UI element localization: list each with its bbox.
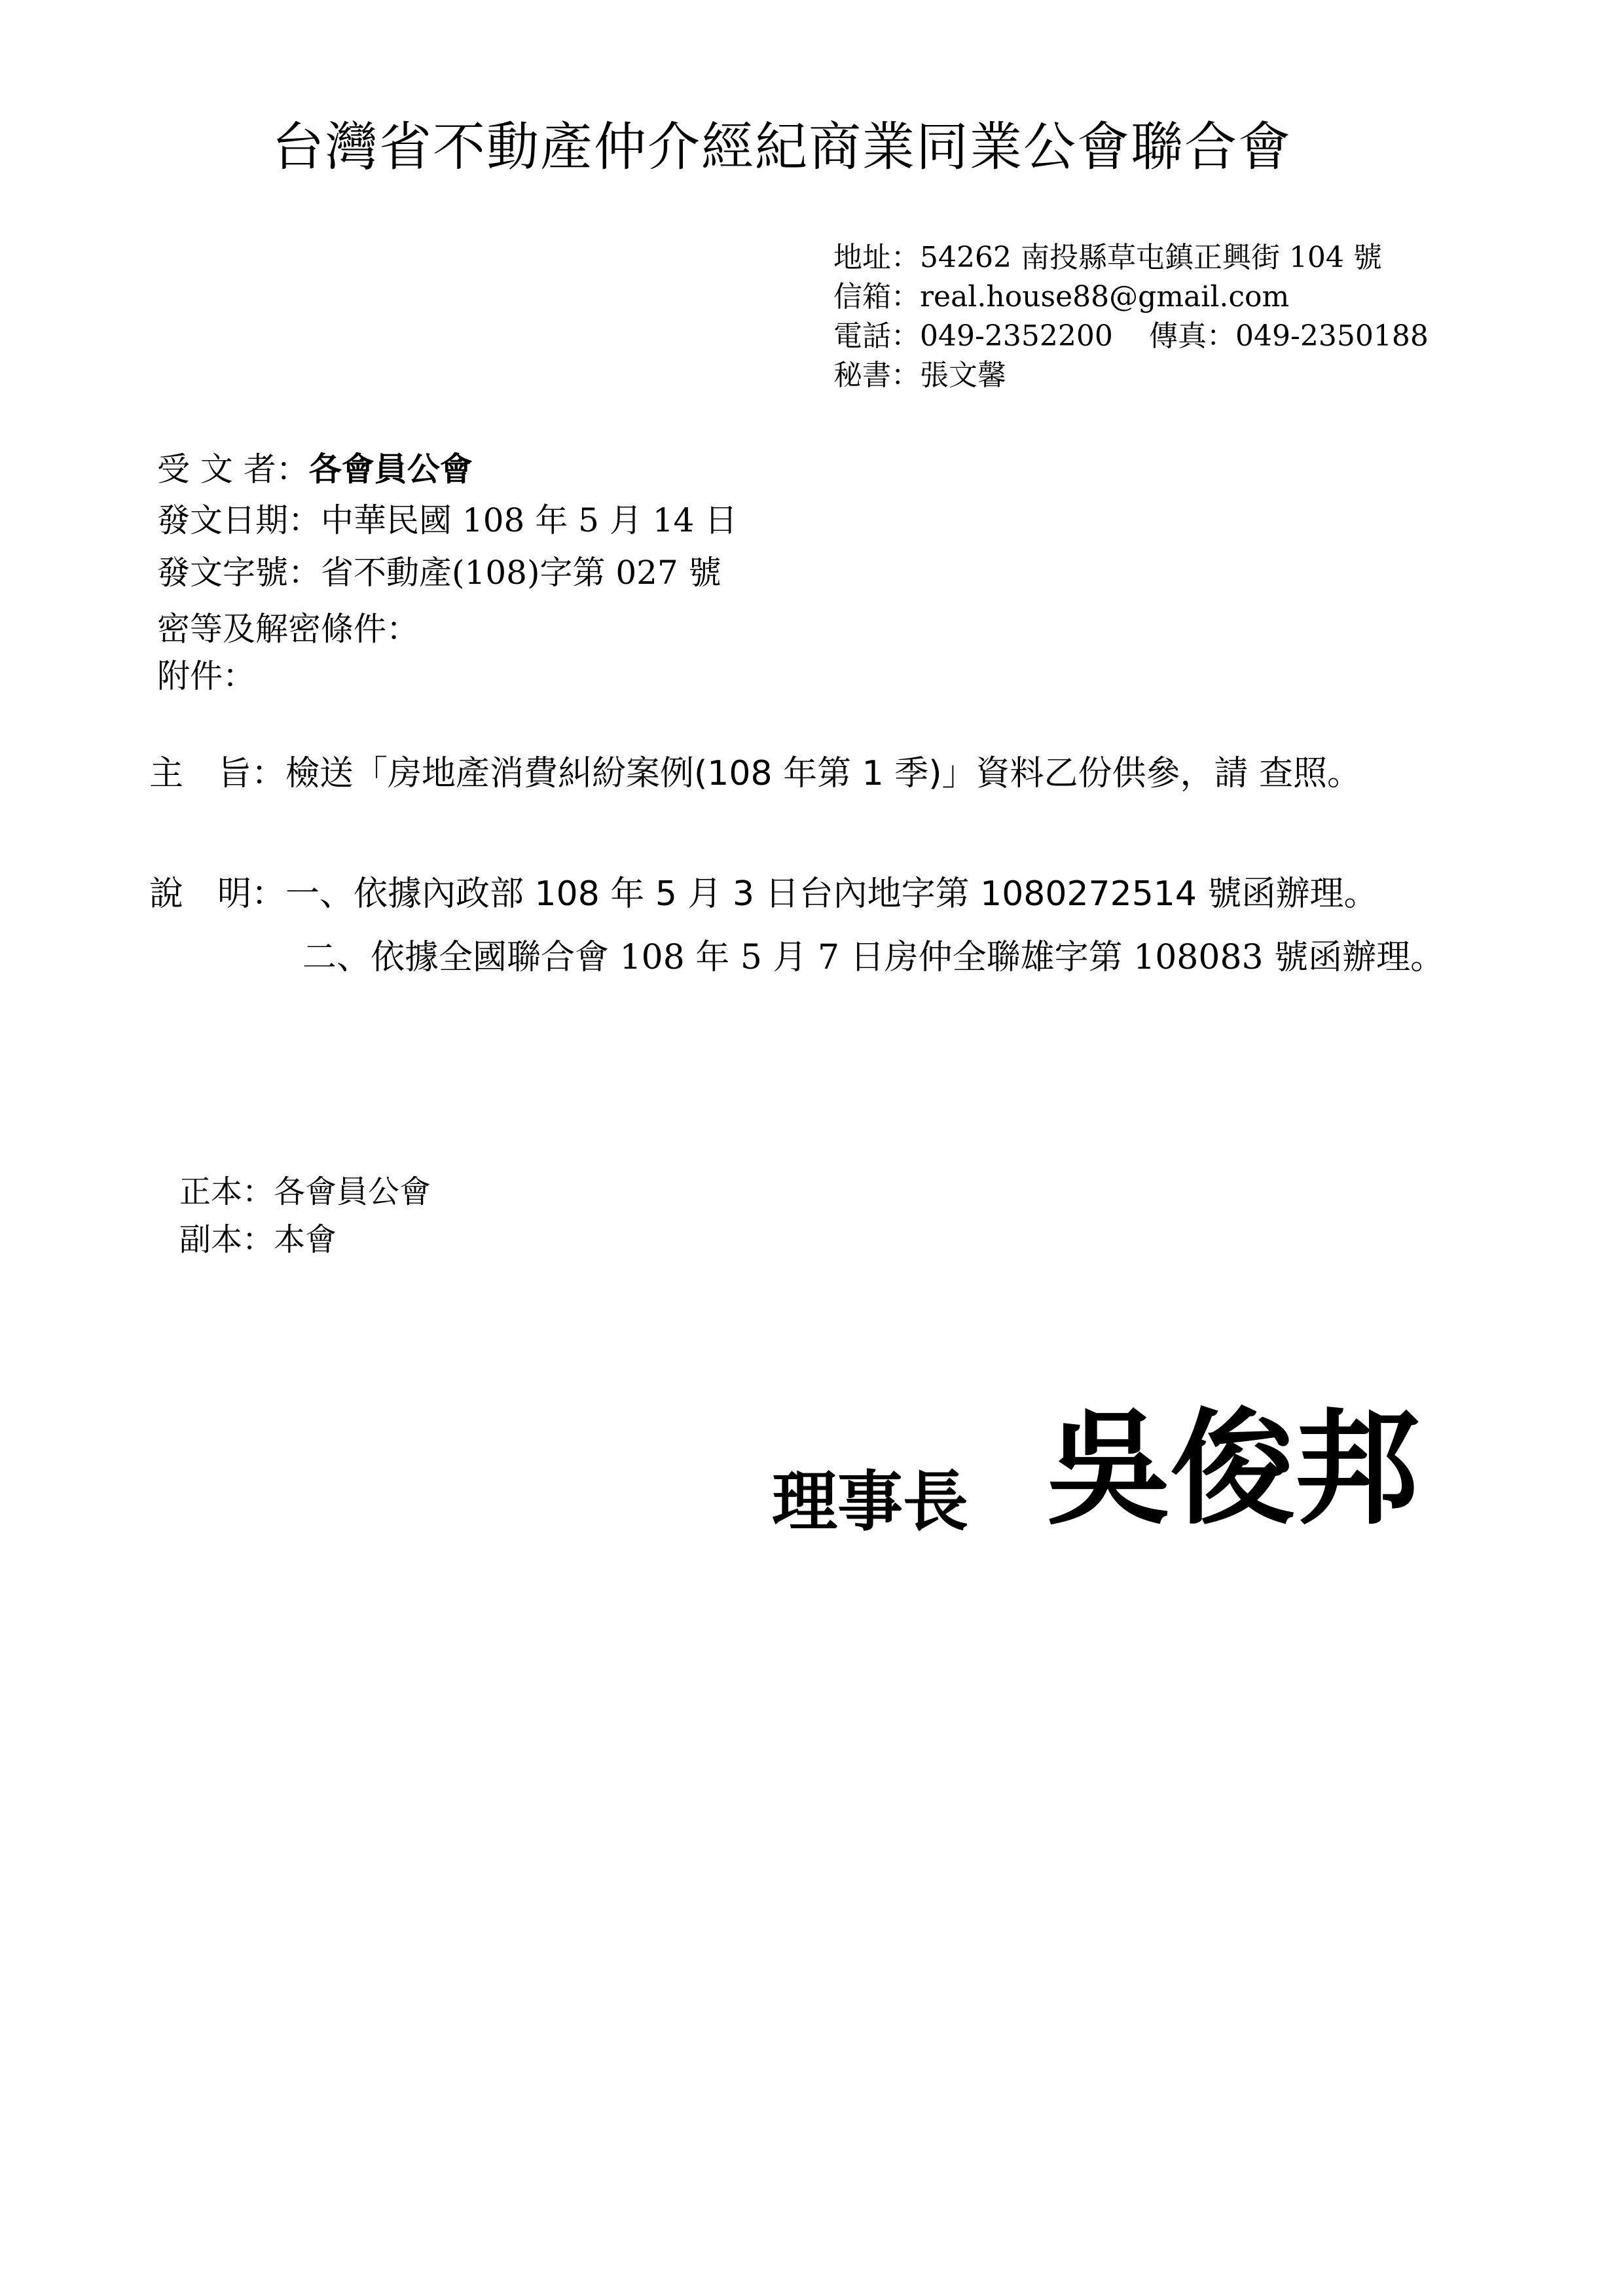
explanation-item-2: 二、依據全國聯合會 108 年 5 月 7 日房仲全聯雄字第 108083 號函辦理。 xyxy=(302,938,1445,977)
original-copy: 正本：各會員公會 xyxy=(179,1174,431,1210)
duplicate-copy: 副本：本會 xyxy=(179,1221,337,1258)
document-title: 台灣省不動產仲介經紀商業同業公會聯合會 xyxy=(272,117,1292,177)
document-number: 發文字號：省不動產(108)字第 027 號 xyxy=(157,554,721,592)
recipient-label: 受 文 者： xyxy=(157,450,309,488)
fax: 傳真：049-2350188 xyxy=(1149,319,1429,353)
issue-date: 發文日期：中華民國 108 年 5 月 14 日 xyxy=(157,501,738,539)
recipient-value: 各會員公會 xyxy=(308,450,473,488)
signature-title: 理事長 xyxy=(772,1463,968,1540)
recipient-line xyxy=(157,450,473,488)
attachment: 附件： xyxy=(157,657,255,695)
address: 地址：54262 南投縣草屯鎮正興街 104 號 xyxy=(833,241,1382,274)
explanation-item-1: 說 明：一、依據內政部 108 年 5 月 3 日台內地字第 1080272514 號函辦理。 xyxy=(149,874,1378,914)
secretary: 秘書：張文馨 xyxy=(833,359,1006,392)
classification: 密等及解密條件： xyxy=(157,610,419,648)
subject: 主 旨：檢送「房地產消費糾紛案例(108 年第 1 季)」資料乙份供參，請 查照。 xyxy=(149,754,1362,793)
email: 信箱：real.house88@gmail.com xyxy=(833,280,1290,314)
phone: 電話：049-2352200 xyxy=(833,319,1113,353)
signature-name: 吳俊邦 xyxy=(1046,1397,1420,1541)
